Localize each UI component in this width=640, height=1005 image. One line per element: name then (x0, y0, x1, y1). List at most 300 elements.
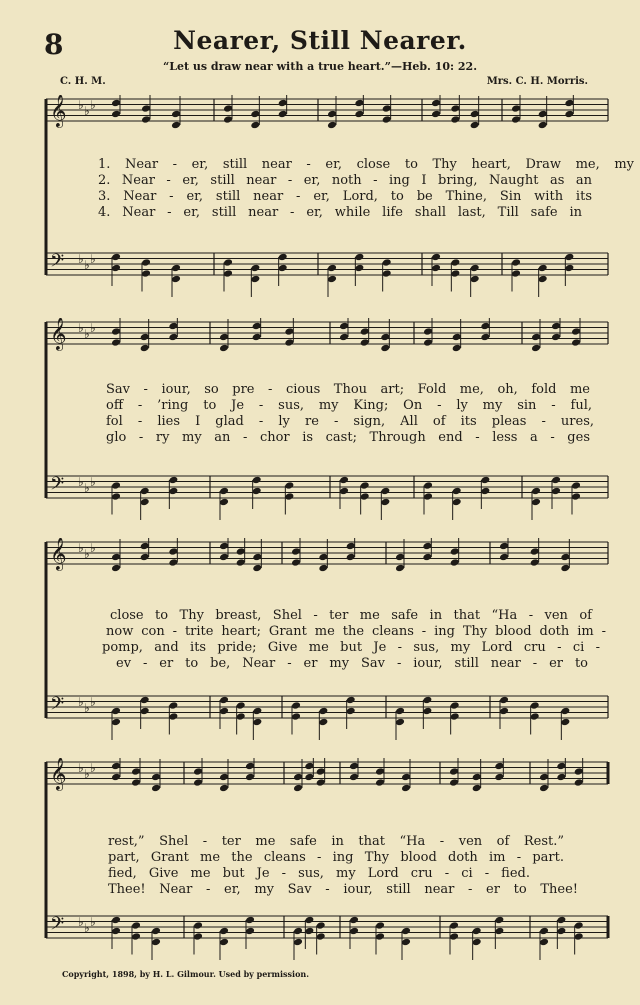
note-head (452, 333, 462, 342)
flat-sign-icon: ♭ (84, 327, 90, 341)
lyric-line-verse-1: Sav - iour, so pre - cious Thou art; Fold me, oh, fold me (106, 382, 590, 397)
note-head (401, 938, 411, 947)
note-head (293, 773, 303, 782)
note-head (354, 264, 364, 273)
lyric-line-verse-4: Thee! Near - er, my Sav - iour, still near - er to Thee! (108, 882, 578, 897)
flat-sign-icon: ♭ (78, 761, 84, 775)
note-head (423, 492, 433, 501)
note-head (382, 104, 392, 113)
note-head (395, 553, 405, 562)
flat-sign-icon: ♭ (90, 915, 96, 929)
note-head (382, 269, 392, 278)
lyric-line-verse-4: ev - er to be, Near - er my Sav - iour, still near - er to (116, 656, 588, 671)
note-head (472, 927, 482, 936)
note-head (171, 264, 181, 273)
note-head (449, 767, 459, 776)
note-head (219, 344, 229, 353)
scripture-reference: “Let us draw near with a true heart.”—Heb. 10: 22. (162, 60, 478, 73)
note-head (401, 773, 411, 782)
note-head (346, 553, 356, 562)
note-head (219, 542, 229, 551)
note-head (318, 707, 328, 716)
note-head (470, 275, 480, 284)
note-head (574, 767, 584, 776)
note-head (219, 927, 229, 936)
note-head (111, 110, 121, 119)
note-head (551, 476, 561, 485)
note-head (219, 487, 229, 496)
note-head (304, 773, 314, 782)
note-head (278, 99, 288, 108)
note-head (511, 269, 521, 278)
lyric-line-verse-3: fied, Give me but Je - sus, my Lord cru - ci - fied. (108, 866, 530, 881)
note-head (470, 110, 480, 119)
note-head (346, 696, 356, 705)
note-head (538, 264, 548, 273)
note-head (140, 696, 150, 705)
note-head (375, 921, 385, 930)
note-head (131, 778, 141, 787)
note-head (111, 773, 121, 782)
note-head (530, 547, 540, 556)
bass-clef-icon: 𝄢 (50, 474, 65, 499)
note-head (375, 778, 385, 787)
note-head (480, 487, 490, 496)
note-head (480, 322, 490, 331)
note-head (395, 707, 405, 716)
note-head (168, 333, 178, 342)
note-head (140, 344, 150, 353)
note-head (530, 701, 540, 710)
note-head (236, 712, 246, 721)
note-head (111, 553, 121, 562)
note-head (354, 110, 364, 119)
note-head (339, 487, 349, 496)
copyright-notice: Copyright, 1898, by H. L. Gilmour. Used by permission. (62, 969, 310, 979)
note-head (171, 275, 181, 284)
note-head (318, 553, 328, 562)
note-head (327, 121, 337, 130)
music-system-2 (38, 318, 612, 528)
note-head (168, 476, 178, 485)
note-head (236, 547, 246, 556)
lyric-line-verse-1: rest,” Shel - ter me safe in that “Ha - ven of Rest.” (108, 834, 564, 849)
note-head (316, 767, 326, 776)
note-head (168, 701, 178, 710)
note-head (450, 712, 460, 721)
note-head (450, 547, 460, 556)
note-head (531, 344, 541, 353)
note-head (450, 701, 460, 710)
note-head (539, 927, 549, 936)
lyric-line-verse-3: fol - lies I glad - ly re - sign, All of its pleas - ures, (106, 414, 594, 429)
note-head (111, 338, 121, 347)
flat-sign-icon: ♭ (78, 252, 84, 266)
note-head (278, 110, 288, 119)
note-head (252, 487, 262, 496)
note-head (511, 104, 521, 113)
music-system-1 (38, 95, 634, 305)
note-head (140, 333, 150, 342)
note-head (236, 558, 246, 567)
note-head (223, 258, 233, 267)
note-head (304, 916, 314, 925)
note-head (354, 99, 364, 108)
note-head (450, 115, 460, 124)
note-head (327, 264, 337, 273)
lyric-line-verse-4: glo - ry my an - chor is cast; Through end - less a - ges (106, 430, 590, 445)
note-head (450, 558, 460, 567)
bass-clef-icon: 𝄢 (50, 914, 65, 939)
note-head (131, 932, 141, 941)
note-head (346, 542, 356, 551)
note-head (293, 938, 303, 947)
note-head (571, 492, 581, 501)
note-head (422, 707, 432, 716)
note-head (423, 338, 433, 347)
note-head (252, 553, 262, 562)
note-head (538, 110, 548, 119)
note-head (450, 258, 460, 267)
note-head (494, 927, 504, 936)
note-head (360, 338, 370, 347)
note-head (395, 564, 405, 573)
note-head (431, 110, 441, 119)
note-head (219, 938, 229, 947)
note-head (349, 762, 359, 771)
note-head (551, 487, 561, 496)
note-head (450, 269, 460, 278)
note-head (168, 547, 178, 556)
note-head (111, 492, 121, 501)
note-head (480, 476, 490, 485)
note-head (452, 498, 462, 507)
note-head (141, 115, 151, 124)
bass-clef-icon: 𝄢 (50, 251, 65, 276)
note-head (245, 916, 255, 925)
note-head (304, 762, 314, 771)
note-head (250, 264, 260, 273)
note-head (141, 258, 151, 267)
note-head (252, 322, 262, 331)
note-head (111, 564, 121, 573)
note-head (571, 338, 581, 347)
note-head (140, 553, 150, 562)
note-head (316, 778, 326, 787)
composer-credit: Mrs. C. H. Morris. (486, 76, 588, 87)
note-head (551, 333, 561, 342)
note-head (193, 767, 203, 776)
note-head (472, 784, 482, 793)
lyric-line-verse-1: 1. Near - er, still near - er, close to Thy heart, Draw me, my (98, 157, 634, 172)
note-head (349, 773, 359, 782)
note-head (250, 275, 260, 284)
flat-sign-icon: ♭ (90, 252, 96, 266)
note-head (219, 333, 229, 342)
note-head (111, 264, 121, 273)
note-head (422, 542, 432, 551)
lyric-line-verse-2: part, Grant me the cleans - ing Thy blood doth im - part. (108, 850, 564, 865)
lyric-line-verse-3: pomp, and its pride; Give me but Je - sus, my Lord cru - ci - (102, 640, 600, 655)
note-head (219, 707, 229, 716)
note-head (564, 264, 574, 273)
note-head (151, 927, 161, 936)
note-head (193, 921, 203, 930)
lyric-line-verse-1: close to Thy breast, Shel - ter me safe in that “Ha - ven of (110, 608, 592, 623)
note-head (151, 938, 161, 947)
flat-sign-icon: ♭ (90, 321, 96, 335)
note-head (556, 773, 566, 782)
lyric-line-verse-2: off - ’ring to Je - sus, my King; On - ly my sin - ful, (106, 398, 592, 413)
note-head (560, 553, 570, 562)
note-head (530, 558, 540, 567)
note-head (499, 542, 509, 551)
note-head (111, 327, 121, 336)
note-head (560, 707, 570, 716)
note-head (511, 115, 521, 124)
flat-sign-icon: ♭ (78, 541, 84, 555)
note-head (141, 104, 151, 113)
note-head (193, 778, 203, 787)
note-head (472, 773, 482, 782)
note-head (574, 778, 584, 787)
note-head (560, 718, 570, 727)
note-head (168, 322, 178, 331)
lyric-line-verse-3: 3. Near - er, still near - er, Lord, to be Thine, Sin with its (98, 189, 592, 204)
note-head (291, 547, 301, 556)
note-head (304, 927, 314, 936)
note-head (223, 104, 233, 113)
flat-sign-icon: ♭ (84, 481, 90, 495)
note-head (284, 338, 294, 347)
note-head (360, 481, 370, 490)
note-head (245, 927, 255, 936)
note-head (531, 487, 541, 496)
flat-sign-icon: ♭ (90, 761, 96, 775)
flat-sign-icon: ♭ (84, 258, 90, 272)
note-head (470, 264, 480, 273)
note-head (499, 553, 509, 562)
note-head (564, 110, 574, 119)
note-head (431, 264, 441, 273)
music-system-4 (38, 758, 612, 968)
note-head (346, 707, 356, 716)
note-head (327, 110, 337, 119)
note-head (284, 492, 294, 501)
note-head (250, 110, 260, 119)
note-head (539, 938, 549, 947)
note-head (354, 253, 364, 262)
note-head (539, 773, 549, 782)
lyric-line-verse-4: 4. Near - er, still near - er, while life shall last, Till safe in (98, 205, 582, 220)
note-head (339, 322, 349, 331)
note-head (380, 498, 390, 507)
note-head (530, 712, 540, 721)
page-number: 8 (44, 28, 64, 61)
note-head (494, 762, 504, 771)
note-head (278, 264, 288, 273)
flat-sign-icon: ♭ (84, 921, 90, 935)
note-head (131, 767, 141, 776)
note-head (375, 767, 385, 776)
note-head (140, 487, 150, 496)
note-head (140, 542, 150, 551)
note-head (395, 718, 405, 727)
note-head (252, 564, 262, 573)
flat-sign-icon: ♭ (78, 475, 84, 489)
note-head (571, 327, 581, 336)
note-head (560, 564, 570, 573)
note-head (551, 322, 561, 331)
note-head (556, 762, 566, 771)
note-head (380, 333, 390, 342)
flat-sign-icon: ♭ (78, 98, 84, 112)
note-head (111, 762, 121, 771)
note-head (140, 707, 150, 716)
note-head (539, 784, 549, 793)
note-head (339, 476, 349, 485)
note-head (375, 932, 385, 941)
flat-sign-icon: ♭ (78, 695, 84, 709)
note-head (111, 927, 121, 936)
note-head (499, 707, 509, 716)
note-head (480, 333, 490, 342)
note-head (111, 707, 121, 716)
note-head (401, 784, 411, 793)
note-head (538, 275, 548, 284)
note-head (111, 481, 121, 490)
note-head (111, 253, 121, 262)
note-head (151, 784, 161, 793)
note-head (291, 712, 301, 721)
note-head (291, 701, 301, 710)
note-head (382, 258, 392, 267)
note-head (327, 275, 337, 284)
flat-sign-icon: ♭ (90, 98, 96, 112)
note-head (499, 696, 509, 705)
bass-clef-icon: 𝄢 (50, 694, 65, 719)
note-head (339, 333, 349, 342)
note-head (193, 932, 203, 941)
note-head (291, 558, 301, 567)
note-head (318, 564, 328, 573)
note-head (171, 121, 181, 130)
note-head (564, 253, 574, 262)
note-head (223, 269, 233, 278)
note-head (574, 932, 584, 941)
note-head (111, 718, 121, 727)
note-head (168, 558, 178, 567)
note-head (168, 487, 178, 496)
note-head (236, 701, 246, 710)
lyric-line-verse-2: now con - trite heart; Grant me the cleans - ing Thy blood doth im - (106, 624, 606, 639)
note-head (284, 327, 294, 336)
treble-clef-icon: 𝄞 (50, 758, 67, 790)
flat-sign-icon: ♭ (78, 915, 84, 929)
note-head (219, 784, 229, 793)
note-head (571, 481, 581, 490)
note-head (223, 115, 233, 124)
flat-sign-icon: ♭ (78, 321, 84, 335)
note-head (431, 253, 441, 262)
note-head (140, 498, 150, 507)
note-head (380, 344, 390, 353)
note-head (452, 487, 462, 496)
lyric-line-verse-2: 2. Near - er, still near - er, noth - ing I bring, Naught as an (98, 173, 592, 188)
note-head (245, 762, 255, 771)
note-head (423, 481, 433, 490)
note-head (556, 927, 566, 936)
flat-sign-icon: ♭ (84, 701, 90, 715)
note-head (449, 932, 459, 941)
note-head (131, 921, 141, 930)
hymn-title: Nearer, Still Nearer. (173, 26, 467, 55)
note-head (111, 916, 121, 925)
note-head (245, 773, 255, 782)
note-head (293, 784, 303, 793)
note-head (449, 778, 459, 787)
note-head (494, 773, 504, 782)
note-head (449, 921, 459, 930)
music-system-3 (38, 538, 612, 748)
note-head (349, 927, 359, 936)
note-head (111, 99, 121, 108)
note-head (171, 110, 181, 119)
note-head (316, 932, 326, 941)
note-head (141, 269, 151, 278)
note-head (168, 712, 178, 721)
note-head (494, 916, 504, 925)
note-head (252, 718, 262, 727)
note-head (382, 115, 392, 124)
note-head (531, 498, 541, 507)
flat-sign-icon: ♭ (90, 695, 96, 709)
note-head (401, 927, 411, 936)
note-head (450, 104, 460, 113)
note-head (360, 492, 370, 501)
note-head (380, 487, 390, 496)
note-head (470, 121, 480, 130)
note-head (219, 773, 229, 782)
note-head (574, 921, 584, 930)
lyricist-credit: C. H. M. (60, 76, 106, 87)
flat-sign-icon: ♭ (90, 475, 96, 489)
flat-sign-icon: ♭ (84, 547, 90, 561)
flat-sign-icon: ♭ (90, 541, 96, 555)
treble-clef-icon: 𝄞 (50, 538, 67, 570)
flat-sign-icon: ♭ (84, 104, 90, 118)
note-head (278, 253, 288, 262)
note-head (151, 773, 161, 782)
note-head (556, 916, 566, 925)
note-head (252, 476, 262, 485)
note-head (316, 921, 326, 930)
note-head (250, 121, 260, 130)
note-head (511, 258, 521, 267)
note-head (538, 121, 548, 130)
note-head (472, 938, 482, 947)
note-head (360, 327, 370, 336)
note-head (252, 333, 262, 342)
note-head (564, 99, 574, 108)
note-head (422, 553, 432, 562)
flat-sign-icon: ♭ (84, 767, 90, 781)
note-head (252, 707, 262, 716)
treble-clef-icon: 𝄞 (50, 318, 67, 350)
note-head (423, 327, 433, 336)
note-head (452, 344, 462, 353)
note-head (349, 916, 359, 925)
